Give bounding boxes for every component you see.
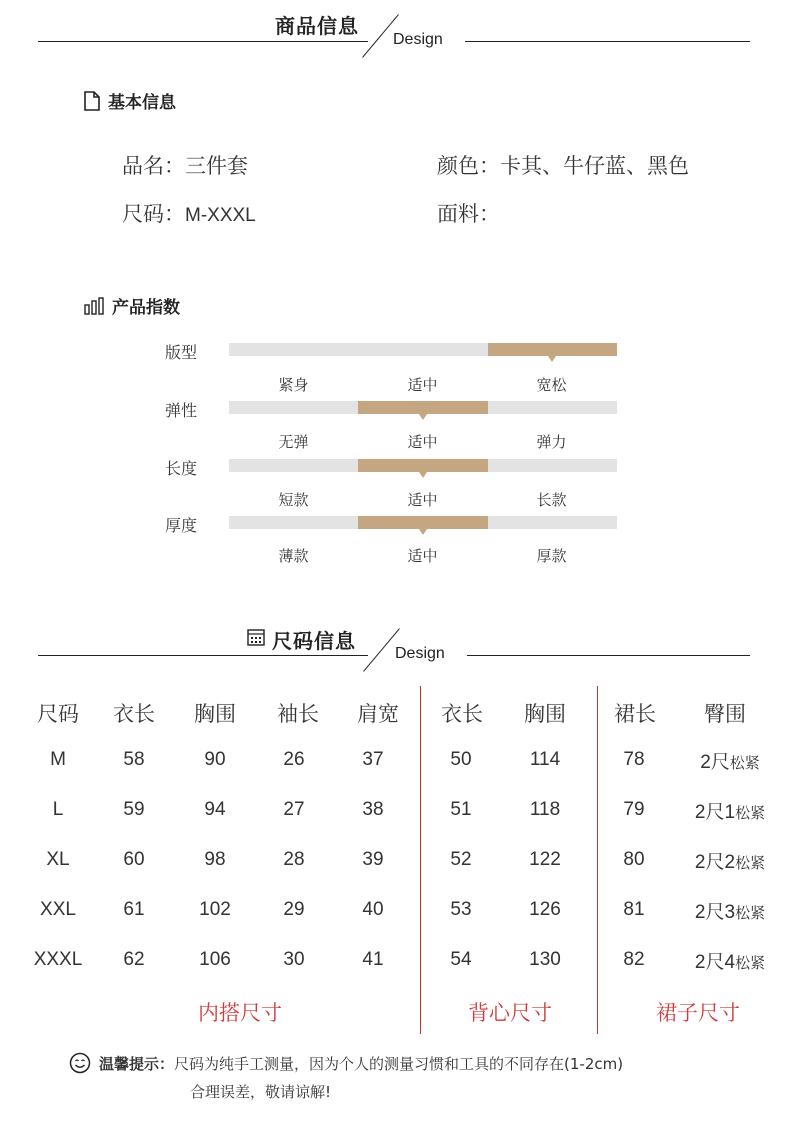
table-cell: XL: [46, 849, 70, 870]
product-size-value: M-XXXL: [185, 205, 256, 226]
table-header: 尺码: [37, 702, 79, 726]
calendar-icon: [247, 628, 265, 646]
table-header: 衣长: [441, 702, 483, 726]
caption-inner: 内搭尺寸: [198, 1001, 282, 1025]
table-cell: XXXL: [33, 949, 83, 970]
table-divider: [597, 686, 598, 1034]
index-bar-fill: [358, 516, 487, 529]
table-cell: 28: [283, 849, 305, 870]
table-cell: 54: [450, 949, 472, 970]
table-cell: 27: [283, 799, 305, 820]
hip-value: 2尺1: [694, 802, 736, 823]
tip-label: 温馨提示：: [99, 1055, 175, 1073]
table-cell: L: [52, 799, 64, 820]
index-option: 适中: [407, 376, 438, 394]
table-cell: 38: [362, 799, 384, 820]
product-color-label: 颜色：: [437, 154, 500, 178]
index-option: 厚款: [536, 547, 567, 565]
hip-note: 松紧: [735, 854, 766, 872]
table-cell: 41: [362, 949, 384, 970]
table-cell: 53: [450, 899, 472, 920]
index-bar: [229, 459, 617, 472]
table-cell: 26: [283, 749, 305, 770]
product-name-label: 品名：: [122, 154, 185, 178]
index-bar-pointer: [419, 414, 427, 420]
product-name-row: [122, 150, 248, 180]
index-option: 短款: [278, 491, 309, 509]
section-title-size: 尺码信息: [272, 629, 356, 653]
table-header: 臀围: [704, 702, 746, 726]
table-cell: 39: [362, 849, 384, 870]
table-cell: 122: [529, 849, 561, 870]
document-icon: [84, 91, 100, 111]
index-option: 长款: [536, 491, 567, 509]
product-index-title: [84, 293, 180, 318]
table-cell: 40: [362, 899, 384, 920]
table-cell: XXL: [40, 899, 76, 920]
table-cell: 130: [529, 949, 561, 970]
index-bar-fill: [488, 343, 617, 356]
bar-chart-icon: [84, 297, 104, 315]
hip-note: 松紧: [729, 754, 760, 772]
table-cell: 50: [450, 749, 472, 770]
basic-info-title: [84, 88, 176, 113]
tip-text-1: 尺码为纯手工测量，因为个人的测量习惯和工具的不同存在(1-2cm): [174, 1055, 624, 1073]
table-cell: 62: [123, 949, 145, 970]
index-option: 紧身: [278, 376, 309, 394]
header-rule-left: [38, 41, 368, 42]
hip-note: 松紧: [735, 804, 766, 822]
design-tag: Design: [393, 31, 443, 48]
header-rule-right: [465, 41, 750, 42]
tip-line-2: 合理误差，敬请谅解!: [190, 1083, 332, 1101]
hip-note: 松紧: [735, 954, 766, 972]
index-option: 适中: [407, 491, 438, 509]
hip-value: 2尺3: [694, 902, 736, 923]
table-cell: [680, 747, 780, 774]
product-fabric-row: [437, 198, 500, 228]
index-option: 无弹: [278, 433, 309, 451]
index-option: 宽松: [536, 376, 567, 394]
index-bar: [229, 401, 617, 414]
tip-line-1: [99, 1053, 623, 1074]
size-design-tag: Design: [395, 645, 445, 662]
size-header-rule-right: [467, 655, 750, 656]
product-size-row: [122, 198, 256, 228]
table-cell: 51: [450, 799, 472, 820]
table-cell: [680, 897, 780, 924]
product-name-value: 三件套: [185, 154, 248, 178]
product-color-row: [437, 150, 689, 180]
index-bar-pointer: [419, 472, 427, 478]
table-cell: 30: [283, 949, 305, 970]
index-bar-pointer: [548, 356, 556, 362]
table-cell: 59: [123, 799, 145, 820]
product-index-title-text: 产品指数: [112, 298, 180, 318]
table-cell: 106: [199, 949, 231, 970]
table-cell: [680, 797, 780, 824]
table-cell: [680, 947, 780, 974]
table-cell: 37: [362, 749, 384, 770]
hip-value: 2尺: [700, 752, 730, 773]
index-label: 弹性: [165, 401, 198, 420]
table-cell: 82: [623, 949, 645, 970]
smile-icon: [69, 1052, 91, 1074]
table-cell: 29: [283, 899, 305, 920]
index-bar-pointer: [419, 529, 427, 535]
section-title-product: 商品信息: [275, 14, 359, 38]
table-cell: 126: [529, 899, 561, 920]
index-bar-fill: [358, 401, 487, 414]
table-header: 胸围: [524, 702, 566, 726]
index-bar: [229, 516, 617, 529]
table-cell: 79: [623, 799, 645, 820]
table-header: 裙长: [614, 702, 656, 726]
product-size-label: 尺码：: [122, 202, 185, 226]
table-cell: 94: [204, 799, 226, 820]
table-header: 肩宽: [357, 702, 399, 726]
index-option: 薄款: [278, 547, 309, 565]
table-cell: 81: [623, 899, 645, 920]
product-fabric-label: 面料：: [437, 202, 500, 226]
table-cell: 102: [199, 899, 231, 920]
index-label: 版型: [165, 343, 198, 362]
hip-note: 松紧: [735, 904, 766, 922]
index-bar-fill: [358, 459, 487, 472]
index-bar: [229, 343, 617, 356]
table-cell: M: [50, 749, 66, 770]
table-header: 胸围: [194, 702, 236, 726]
table-cell: 118: [529, 799, 561, 820]
index-option: 适中: [407, 547, 438, 565]
table-header: 衣长: [113, 702, 155, 726]
table-cell: 78: [623, 749, 645, 770]
table-cell: 60: [123, 849, 145, 870]
table-divider: [420, 686, 421, 1034]
table-cell: 61: [123, 899, 145, 920]
table-header: 袖长: [277, 702, 319, 726]
caption-vest: 背心尺寸: [468, 1001, 552, 1025]
hip-value: 2尺4: [694, 952, 736, 973]
index-option: 适中: [407, 433, 438, 451]
basic-info-title-text: 基本信息: [108, 93, 176, 113]
index-label: 厚度: [165, 516, 198, 535]
hip-value: 2尺2: [694, 852, 736, 873]
table-cell: 80: [623, 849, 645, 870]
table-cell: [680, 847, 780, 874]
table-cell: 58: [123, 749, 145, 770]
index-label: 长度: [165, 459, 198, 478]
size-header-rule-left: [38, 655, 368, 656]
table-cell: 90: [204, 749, 226, 770]
table-cell: 98: [204, 849, 226, 870]
table-cell: 52: [450, 849, 472, 870]
index-option: 弹力: [536, 433, 567, 451]
caption-skirt: 裙子尺寸: [656, 1001, 740, 1025]
product-color-value: 卡其、牛仔蓝、黑色: [500, 154, 689, 178]
table-cell: 114: [529, 749, 561, 770]
